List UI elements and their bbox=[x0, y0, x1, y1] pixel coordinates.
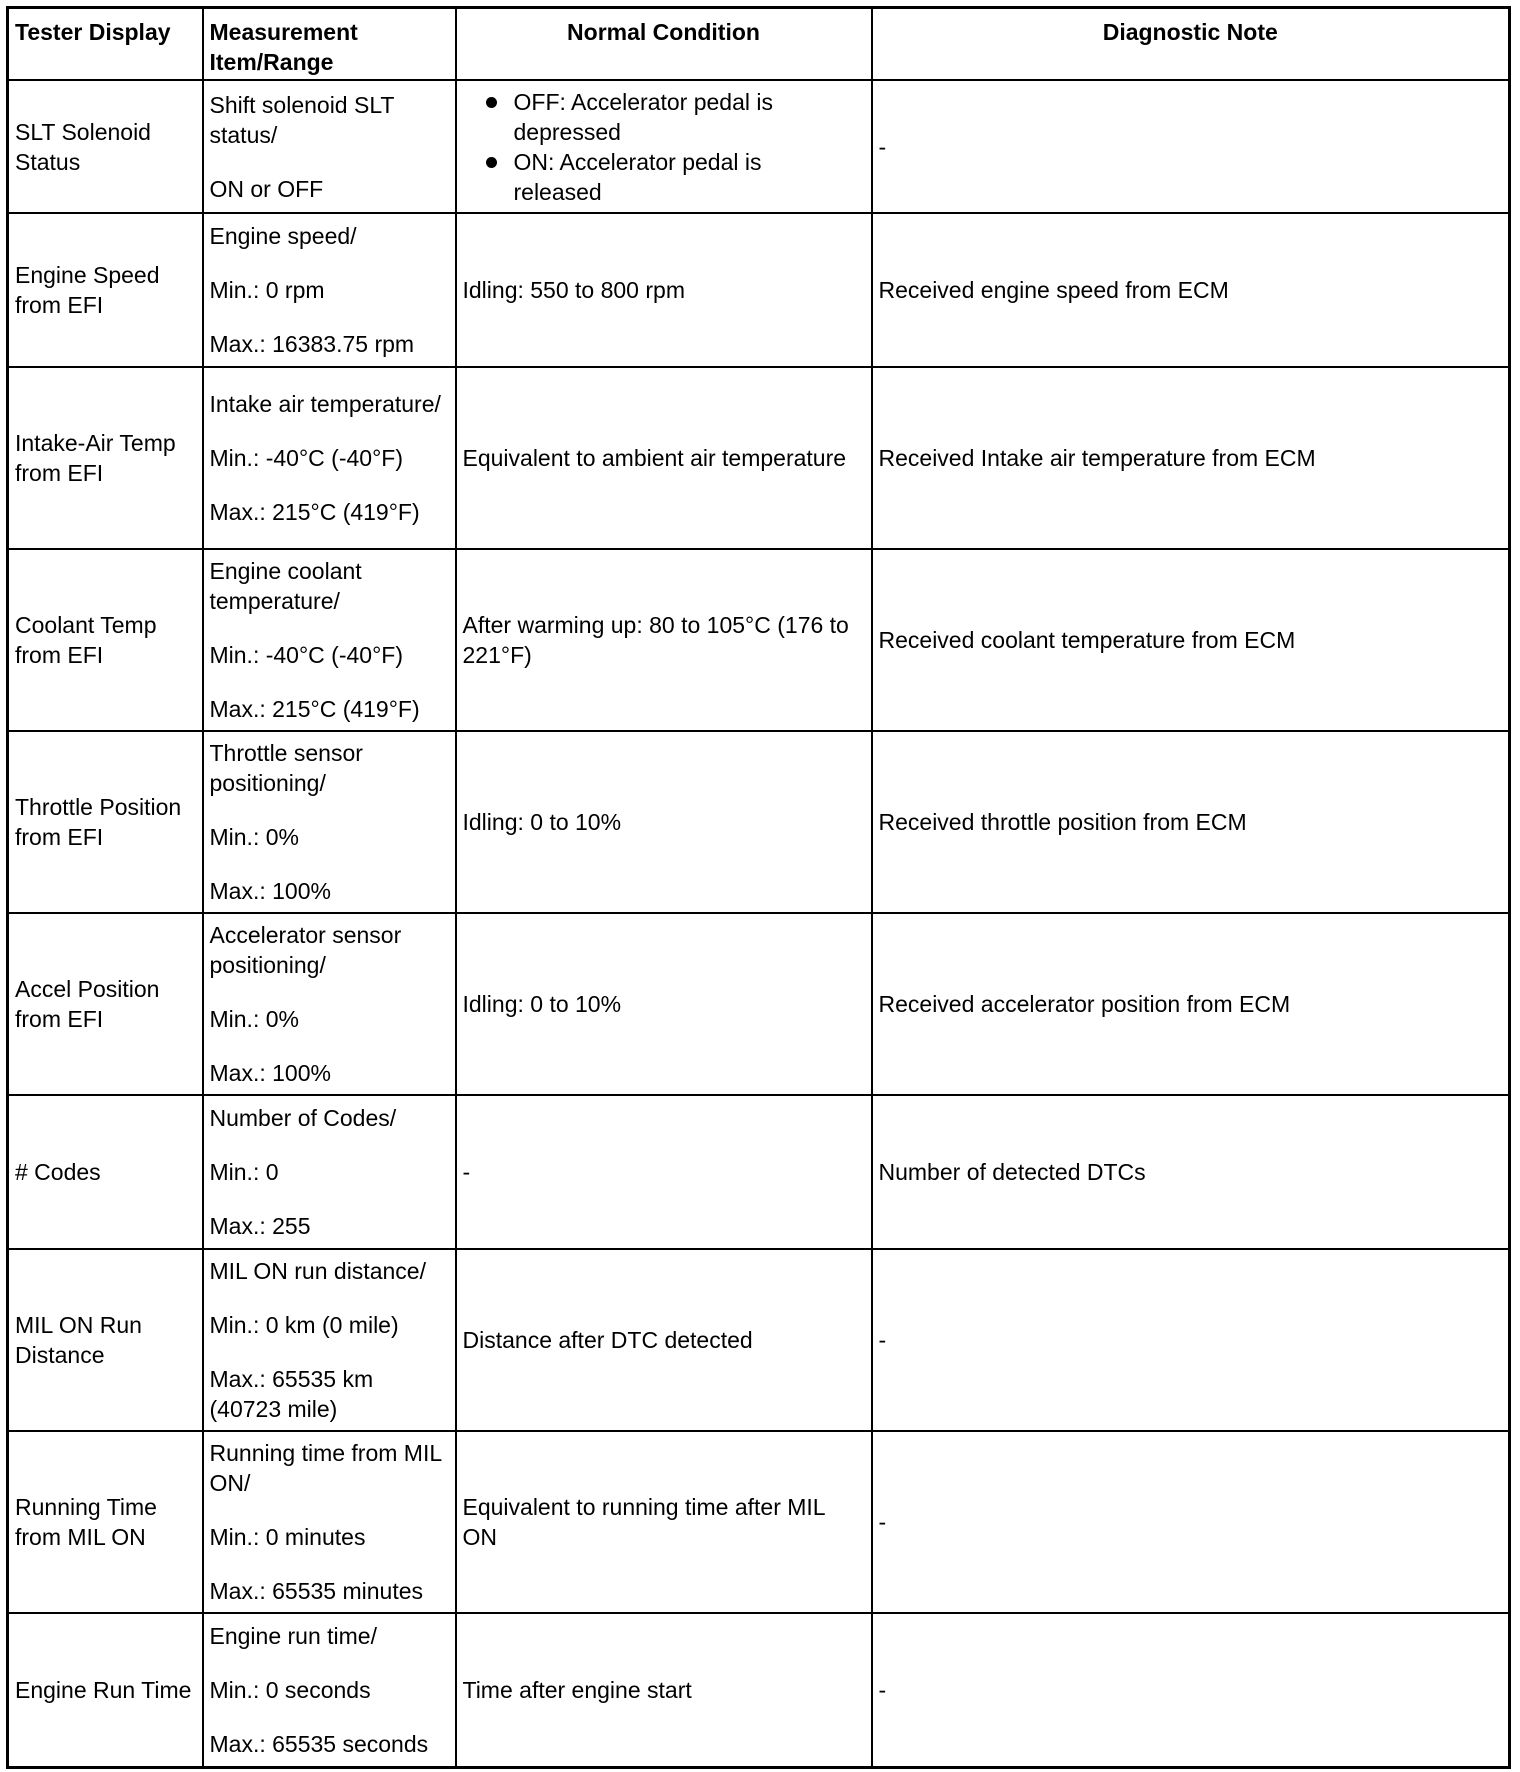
diagnostic-note-cell: Received engine speed from ECM bbox=[872, 213, 1510, 367]
diagnostic-note-cell: - bbox=[872, 1431, 1510, 1613]
tester-display-cell: SLT Solenoid Status bbox=[8, 80, 203, 213]
range-line: Throttle sensor positioning/ bbox=[209, 740, 363, 796]
diagnostic-note-cell: Received throttle position from ECM bbox=[872, 731, 1510, 913]
range-line: Min.: 0 rpm bbox=[209, 277, 325, 303]
table-row bbox=[8, 1249, 1510, 1431]
condition-bullet-list bbox=[463, 87, 865, 207]
diagnostic-note-cell: - bbox=[872, 1249, 1510, 1431]
range-line: Engine speed/ bbox=[209, 223, 357, 249]
range-line: Engine run time/ bbox=[209, 1622, 377, 1649]
tester-display-cell: Throttle Position from EFI bbox=[8, 731, 203, 913]
normal-condition-cell: After warming up: 80 to 105°C (176 to 221°F) bbox=[456, 549, 872, 731]
header-tester-display: Tester Display bbox=[8, 8, 203, 81]
range-line: Max.: 65535 km (40723 mile) bbox=[209, 1366, 374, 1422]
header-diagnostic-note: Diagnostic Note bbox=[872, 8, 1510, 81]
diagnostic-note-cell: - bbox=[872, 1613, 1510, 1767]
measurement-range-cell bbox=[203, 1431, 456, 1613]
measurement-range-cell bbox=[203, 80, 456, 213]
normal-condition-cell: Distance after DTC detected bbox=[456, 1249, 872, 1431]
range-line: Accelerator sensor positioning/ bbox=[209, 922, 402, 978]
tester-display-cell: Accel Position from EFI bbox=[8, 913, 203, 1095]
range-line: Max.: 215°C (419°F) bbox=[209, 696, 420, 722]
tester-display-cell: Coolant Temp from EFI bbox=[8, 549, 203, 731]
tester-display-cell: Running Time from MIL ON bbox=[8, 1431, 203, 1613]
tester-display-cell: Engine Speed from EFI bbox=[8, 213, 203, 367]
range-line: Min.: 0 seconds bbox=[209, 1676, 371, 1703]
table-row bbox=[8, 913, 1510, 1095]
range-line: Max.: 255 bbox=[209, 1213, 311, 1239]
table-row bbox=[8, 1431, 1510, 1613]
range-line: Max.: 16383.75 rpm bbox=[209, 331, 415, 357]
table-row bbox=[8, 549, 1510, 731]
normal-condition-cell: Idling: 0 to 10% bbox=[456, 913, 872, 1095]
table-row bbox=[8, 1095, 1510, 1249]
range-line: Min.: 0% bbox=[209, 1006, 299, 1032]
diagnostic-note-cell: Received Intake air temperature from ECM bbox=[872, 367, 1510, 549]
measurement-range-cell bbox=[203, 1249, 456, 1431]
range-line: Min.: 0 km (0 mile) bbox=[209, 1312, 399, 1338]
table-header-row bbox=[8, 8, 1510, 81]
range-line: Min.: -40°C (-40°F) bbox=[209, 445, 403, 471]
measurement-range-cell bbox=[203, 213, 456, 367]
measurement-range-cell bbox=[203, 731, 456, 913]
normal-condition-cell: Equivalent to running time after MIL ON bbox=[456, 1431, 872, 1613]
header-measurement-range: Measurement Item/Range bbox=[203, 8, 456, 81]
table-row bbox=[8, 367, 1510, 549]
normal-condition-cell: Idling: 550 to 800 rpm bbox=[456, 213, 872, 367]
diagnostic-note-cell: - bbox=[872, 80, 1510, 213]
diagnostic-note-cell: Received coolant temperature from ECM bbox=[872, 549, 1510, 731]
header-normal-condition: Normal Condition bbox=[456, 8, 872, 81]
range-line: MIL ON run distance/ bbox=[209, 1258, 426, 1284]
table-row bbox=[8, 80, 1510, 213]
condition-bullet-item: OFF: Accelerator pedal is depressed bbox=[463, 87, 865, 147]
range-line: Engine coolant temperature/ bbox=[209, 558, 362, 614]
table-row bbox=[8, 213, 1510, 367]
range-line: Running time from MIL ON/ bbox=[209, 1440, 442, 1496]
normal-condition-cell: Idling: 0 to 10% bbox=[456, 731, 872, 913]
tester-data-table bbox=[6, 6, 1511, 1769]
range-line: Min.: -40°C (-40°F) bbox=[209, 642, 403, 668]
tester-display-cell: MIL ON Run Distance bbox=[8, 1249, 203, 1431]
tester-display-cell: # Codes bbox=[8, 1095, 203, 1249]
measurement-range-cell bbox=[203, 1095, 456, 1249]
range-line: Min.: 0% bbox=[209, 824, 299, 850]
normal-condition-cell: Time after engine start bbox=[456, 1613, 872, 1767]
range-line: Max.: 65535 seconds bbox=[209, 1730, 429, 1757]
range-line: Intake air temperature/ bbox=[209, 391, 441, 417]
measurement-range-cell bbox=[203, 1613, 456, 1767]
range-line: ON or OFF bbox=[209, 175, 324, 202]
range-line: Max.: 100% bbox=[209, 1060, 331, 1086]
range-line: Number of Codes/ bbox=[209, 1105, 397, 1131]
range-line: Max.: 100% bbox=[209, 878, 331, 904]
diagnostic-note-cell: Number of detected DTCs bbox=[872, 1095, 1510, 1249]
tester-display-cell: Engine Run Time bbox=[8, 1613, 203, 1767]
normal-condition-cell: - bbox=[456, 1095, 872, 1249]
range-line: Shift solenoid SLT status/ bbox=[209, 91, 395, 148]
normal-condition-cell bbox=[456, 80, 872, 213]
range-line: Min.: 0 bbox=[209, 1159, 279, 1185]
measurement-range-cell bbox=[203, 549, 456, 731]
diagnostic-note-cell: Received accelerator position from ECM bbox=[872, 913, 1510, 1095]
range-line: Min.: 0 minutes bbox=[209, 1524, 366, 1550]
range-line: Max.: 65535 minutes bbox=[209, 1578, 424, 1604]
normal-condition-cell: Equivalent to ambient air temperature bbox=[456, 367, 872, 549]
measurement-range-cell bbox=[203, 913, 456, 1095]
tester-display-cell: Intake-Air Temp from EFI bbox=[8, 367, 203, 549]
table-row bbox=[8, 731, 1510, 913]
table-row bbox=[8, 1613, 1510, 1767]
measurement-range-cell bbox=[203, 367, 456, 549]
condition-bullet-item: ON: Accelerator pedal is released bbox=[463, 147, 865, 207]
range-line: Max.: 215°C (419°F) bbox=[209, 499, 420, 525]
